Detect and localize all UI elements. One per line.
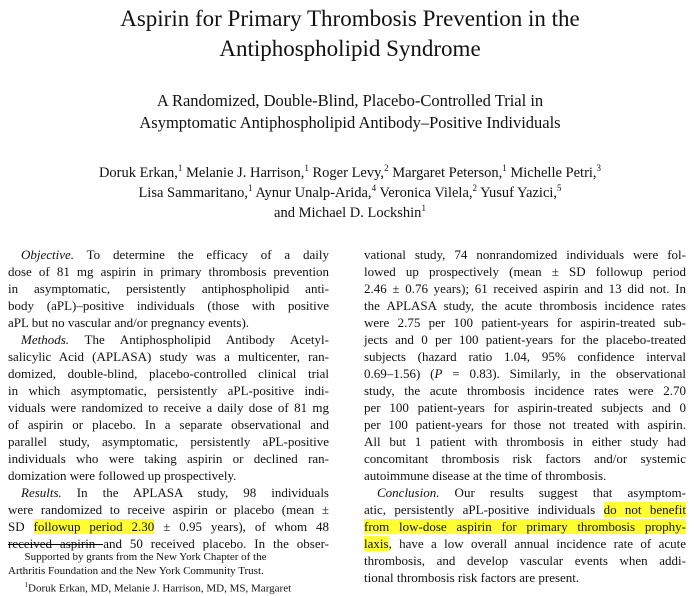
text: = 0.83). Similarly, in the observational xyxy=(442,366,686,381)
abstract-line: were randomized to receive aspirin or placebo (mean ± xyxy=(8,502,329,517)
abstract-right-column xyxy=(364,246,686,586)
abstract-line: per 100 patient-years for those not treated with aspirin. xyxy=(364,417,686,432)
abstract-line xyxy=(8,484,329,501)
abstract-line: subjects (hazard ratio 1.04, 95% confidence interval xyxy=(364,349,686,364)
abstract-line: aPL but no vascular and/or pregnancy events). xyxy=(8,315,250,330)
abstract-line: domization were followed up prospectively. xyxy=(8,468,237,483)
highlighted-text: followup period 2.30 xyxy=(33,519,155,534)
author: Aynur Unalp-Arida, xyxy=(255,185,372,201)
author: Margaret Peterson, xyxy=(392,165,503,181)
text: atic, persistently aPL-positive individuals xyxy=(364,502,604,517)
footnote xyxy=(8,550,329,596)
abstract-line: salicylic Acid (APLASA) study was a multicenter, ran- xyxy=(8,349,329,364)
highlighted-text: from low-dose aspirin for primary thrombosis prophy- xyxy=(364,519,686,534)
text: ± 0.95 years), of whom 48 xyxy=(154,519,329,534)
title-line-2: Antiphospholipid Syndrome xyxy=(219,36,481,61)
abstract-line: concomitant thrombosis risk factors and/or systemic xyxy=(364,451,686,466)
affiliation-mark: 1 xyxy=(24,581,28,589)
author: Yusuf Yazici, xyxy=(480,185,558,201)
abstract-line: received aspirin and 50 received placebo. In the obser- xyxy=(8,536,329,551)
abstract-line: All but 1 patient with thrombosis in either study had xyxy=(364,434,686,449)
paper-subtitle xyxy=(0,90,700,134)
abstract-line: tional thrombosis risk factors are present. xyxy=(364,570,580,585)
abstract-line xyxy=(8,331,329,348)
abstract-line: vational study, 74 nonrandomized individuals were fol- xyxy=(364,247,686,262)
footnote-rule xyxy=(8,544,103,545)
abstract-line: the APLASA study, the acute thrombosis incidence rates xyxy=(364,298,686,313)
text: The Antiphospholipid Antibody Acetyl- xyxy=(69,332,329,347)
paper-title xyxy=(0,4,700,64)
author: Veronica Vilela, xyxy=(379,185,473,201)
highlighted-text: laxis xyxy=(364,536,389,551)
abstract-line xyxy=(364,501,686,518)
footnote-line xyxy=(8,578,329,596)
affiliation-mark: 2 xyxy=(384,163,389,174)
abstract-line xyxy=(364,484,686,501)
abstract-line: viduals were randomized to receive a daily dose of 81 mg xyxy=(8,400,329,415)
affiliation-mark: 3 xyxy=(596,163,602,174)
abstract-line: in asymptomatic, persistently antiphospholipid anti- xyxy=(8,281,329,296)
text: To determine the efficacy of a daily xyxy=(74,247,329,262)
abstract-line: in which asymptomatic, persistently aPL-positive indi- xyxy=(8,383,329,398)
footnote-line: Arthritis Foundation and the New York Community Trust. xyxy=(8,565,264,577)
p-value-symbol: P xyxy=(434,366,443,381)
abstract-line: individuals who were taking aspirin or declined ran- xyxy=(8,451,329,466)
section-label-methods: Methods. xyxy=(21,332,70,347)
abstract-line: dose of 81 mg aspirin in primary thrombosis prevention xyxy=(8,264,329,279)
author-line-3 xyxy=(0,203,700,223)
text: , have a low overall annual incidence rate of acute xyxy=(388,536,686,551)
abstract-line: autoimmune disease at the time of thrombosis. xyxy=(364,468,607,483)
affiliation-mark: 5 xyxy=(557,183,562,194)
affiliation-mark: 1 xyxy=(421,203,426,214)
author: Michelle Petri, xyxy=(510,165,597,181)
text: Our results suggest that asymptom- xyxy=(439,485,686,500)
text: Supported by grants from the New York Chapter of the xyxy=(24,551,267,563)
abstract-line xyxy=(8,518,329,535)
section-label-objective: Objective. xyxy=(21,247,75,262)
abstract-line: jects and 0 per 100 patient-years for the placebo-treated xyxy=(364,332,686,347)
author: Lisa Sammaritano, xyxy=(138,185,248,201)
section-label-conclusion: Conclusion. xyxy=(377,485,440,500)
abstract-line: body (aPL)–positive individuals (those with positive xyxy=(8,298,329,313)
affiliation-mark: 2 xyxy=(472,183,478,194)
abstract-line: lowed up prospectively (mean ± SD followup period xyxy=(364,264,686,279)
abstract-left-column xyxy=(8,246,329,552)
author-line-2 xyxy=(0,183,700,203)
abstract-line: thrombosis, and develop vascular events when addi- xyxy=(364,553,686,568)
abstract-line: of aspirin or placebo. In a separate observational and xyxy=(8,417,329,432)
text: In the APLASA study, 98 individuals xyxy=(61,485,329,500)
affiliation-mark: 1 xyxy=(247,183,253,194)
subtitle-line-1: A Randomized, Double-Blind, Placebo-Controlled Trial in xyxy=(156,91,544,110)
abstract-line: parallel study, asymptomatic, persistently aPL-positive xyxy=(8,434,329,449)
footnote-line xyxy=(8,550,329,564)
highlighted-text: do not benefit xyxy=(603,502,686,517)
affiliation-mark: 1 xyxy=(304,163,309,174)
abstract-line: 2.46 ± 0.76 years); 61 received aspirin and 13 did not. In xyxy=(364,281,686,296)
abstract-line xyxy=(364,365,686,382)
affiliation-mark: 4 xyxy=(371,183,377,194)
abstract-line xyxy=(364,535,686,552)
affiliation-mark: 1 xyxy=(502,163,507,174)
author-list xyxy=(0,163,700,223)
author: Melanie J. Harrison, xyxy=(186,165,305,181)
abstract-line: were 2.75 per 100 patient-years for aspirin-treated sub- xyxy=(364,315,686,330)
author: and Michael D. Lockshin xyxy=(274,205,422,221)
abstract-line xyxy=(364,518,686,535)
author-line-1 xyxy=(0,163,700,183)
abstract-line: study, the acute thrombosis incidence rates were 2.70 xyxy=(364,383,686,398)
text: Doruk Erkan, MD, Melanie J. Harrison, MD, MS, Margaret xyxy=(28,582,292,595)
author: Roger Levy, xyxy=(312,165,385,181)
subtitle-line-2: Asymptomatic Antiphospholipid Antibody–Positive Individuals xyxy=(139,113,561,132)
text: SD xyxy=(8,519,34,534)
title-line-1: Aspirin for Primary Thrombosis Prevention in the xyxy=(120,6,580,31)
affiliation-mark: 1 xyxy=(177,163,183,174)
text: 0.69–1.56) ( xyxy=(364,366,435,381)
section-label-results: Results. xyxy=(21,485,62,500)
abstract-line xyxy=(8,246,329,263)
abstract-line: per 100 patient-years for aspirin-treated subjects and 0 xyxy=(364,400,686,415)
author: Doruk Erkan, xyxy=(98,165,178,181)
abstract-line: domized, double-blind, placebo-controlled clinical trial xyxy=(8,366,329,381)
